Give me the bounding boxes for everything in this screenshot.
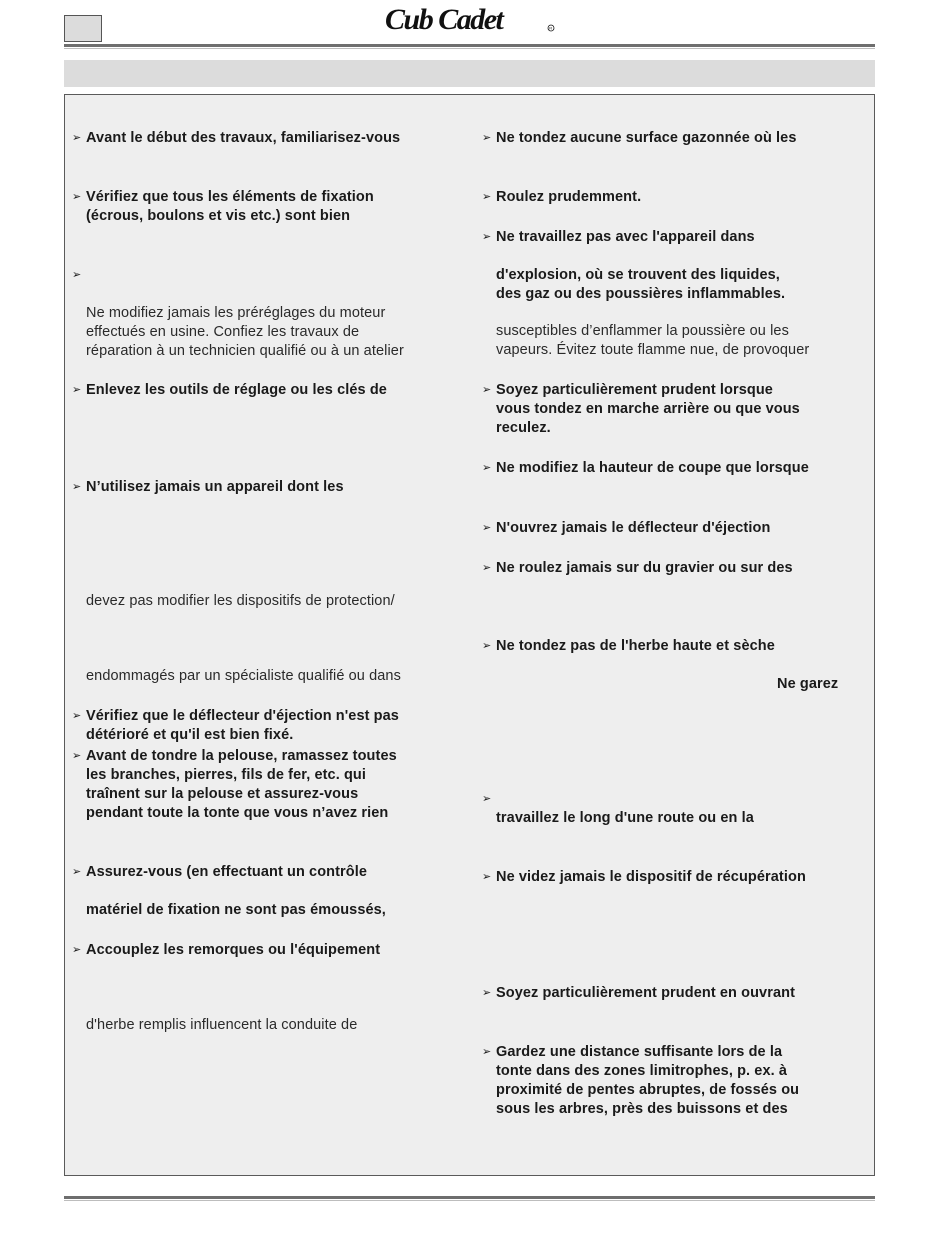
logo-wordmark: Cub Cadet bbox=[385, 3, 503, 36]
left-line-11: endommagés par un spécialiste qualifié ou dans bbox=[86, 668, 401, 684]
left-line-20: Accouplez les remorques ou l'équipement bbox=[86, 942, 381, 958]
right-line-23: sous les arbres, près des buissons et des bbox=[496, 1101, 788, 1117]
right-line-3: Ne travaillez pas avec l'appareil dans bbox=[496, 229, 755, 245]
bullet-icon: ➢ bbox=[482, 1046, 492, 1058]
bullet-icon: ➢ bbox=[482, 522, 492, 534]
right-line-5: des gaz ou des poussières inflammables. bbox=[496, 286, 786, 302]
left-line-10: devez pas modifier les dispositifs de protection/ bbox=[86, 593, 395, 609]
right-line-9: vous tondez en marche arrière ou que vous bbox=[496, 401, 800, 417]
right-line-14: Ne tondez pas de l'herbe haute et sèche bbox=[496, 638, 775, 654]
bullet-icon: ➢ bbox=[72, 269, 82, 281]
bullet-icon: ➢ bbox=[72, 710, 82, 722]
footer-rule bbox=[64, 1196, 875, 1199]
bullet-icon: ➢ bbox=[72, 481, 82, 493]
left-line-5: Ne modifiez jamais les préréglages du moteur bbox=[86, 305, 386, 321]
left-line-9: N’utilisez jamais un appareil dont les bbox=[86, 479, 344, 495]
right-line-15: Ne garez bbox=[777, 676, 839, 692]
left-line-12: Vérifiez que le déflecteur d'éjection n'est pas bbox=[86, 708, 399, 724]
bullet-icon: ➢ bbox=[72, 750, 82, 762]
bullet-icon: ➢ bbox=[72, 944, 82, 956]
right-line-7: vapeurs. Évitez toute flamme nue, de provoquer bbox=[496, 342, 810, 358]
left-line-15: les branches, pierres, fils de fer, etc. qui bbox=[86, 767, 367, 783]
left-line-3: (écrous, boulons et vis etc.) sont bien bbox=[86, 208, 351, 224]
right-line-12: N'ouvrez jamais le déflecteur d'éjection bbox=[496, 520, 771, 536]
header-rule-shadow bbox=[64, 48, 875, 49]
bullet-icon: ➢ bbox=[482, 384, 492, 396]
left-line-19: matériel de fixation ne sont pas émoussés, bbox=[86, 902, 386, 918]
right-line-6: susceptibles d’enflammer la poussière ou les bbox=[496, 323, 789, 339]
bullet-icon: ➢ bbox=[482, 871, 492, 883]
left-line-6: effectués en usine. Confiez les travaux de bbox=[86, 324, 360, 340]
footer-rule-shadow bbox=[64, 1200, 875, 1201]
svg-text:R: R bbox=[549, 25, 553, 31]
left-line-2: Vérifiez que tous les éléments de fixation bbox=[86, 189, 374, 205]
left-line-8: Enlevez les outils de réglage ou les clés de bbox=[86, 382, 387, 398]
right-line-11: Ne modifiez la hauteur de coupe que lorsque bbox=[496, 460, 809, 476]
right-line-21: tonte dans des zones limitrophes, p. ex. à bbox=[496, 1063, 788, 1079]
right-line-4: d'explosion, où se trouvent des liquides, bbox=[496, 267, 780, 283]
bullet-icon: ➢ bbox=[72, 132, 82, 144]
right-line-1: Ne tondez aucune surface gazonnée où les bbox=[496, 130, 797, 146]
right-line-17: travaillez le long d'une route ou en la bbox=[496, 810, 754, 826]
section-title-band bbox=[64, 60, 875, 87]
bullet-icon: ➢ bbox=[482, 987, 492, 999]
bullet-icon: ➢ bbox=[72, 384, 82, 396]
bullet-icon: ➢ bbox=[482, 640, 492, 652]
bullet-icon: ➢ bbox=[482, 231, 492, 243]
left-line-14: Avant de tondre la pelouse, ramassez toutes bbox=[86, 748, 397, 764]
safety-instructions-box bbox=[64, 94, 875, 1176]
right-line-18: Ne videz jamais le dispositif de récupération bbox=[496, 869, 806, 885]
left-line-18: Assurez-vous (en effectuant un contrôle bbox=[86, 864, 368, 880]
right-line-22: proximité de pentes abruptes, de fossés ou bbox=[496, 1082, 800, 1098]
bullet-icon: ➢ bbox=[482, 191, 492, 203]
cub-cadet-logo bbox=[383, 0, 563, 40]
bullet-icon: ➢ bbox=[482, 132, 492, 144]
left-line-17: pendant toute la tonte que vous n’avez rien bbox=[86, 805, 389, 821]
bullet-icon: ➢ bbox=[482, 462, 492, 474]
right-line-13: Ne roulez jamais sur du gravier ou sur des bbox=[496, 560, 793, 576]
right-line-8: Soyez particulièrement prudent lorsque bbox=[496, 382, 773, 398]
right-line-2: Roulez prudemment. bbox=[496, 189, 642, 205]
left-line-1: Avant le début des travaux, familiarisez-vous bbox=[86, 130, 401, 146]
left-line-7: réparation à un technicien qualifié ou à un atelier bbox=[86, 343, 404, 359]
left-line-16: traînent sur la pelouse et assurez-vous bbox=[86, 786, 359, 802]
bullet-icon: ➢ bbox=[72, 866, 82, 878]
bullet-icon: ➢ bbox=[482, 793, 492, 805]
page-number-box bbox=[64, 15, 102, 42]
bullet-icon: ➢ bbox=[482, 562, 492, 574]
left-line-13: détérioré et qu'il est bien fixé. bbox=[86, 727, 294, 743]
bullet-icon: ➢ bbox=[72, 191, 82, 203]
right-line-19: Soyez particulièrement prudent en ouvrant bbox=[496, 985, 795, 1001]
header-rule bbox=[64, 44, 875, 47]
right-line-20: Gardez une distance suffisante lors de la bbox=[496, 1044, 783, 1060]
right-line-10: reculez. bbox=[496, 420, 551, 436]
left-line-21: d'herbe remplis influencent la conduite de bbox=[86, 1017, 358, 1033]
